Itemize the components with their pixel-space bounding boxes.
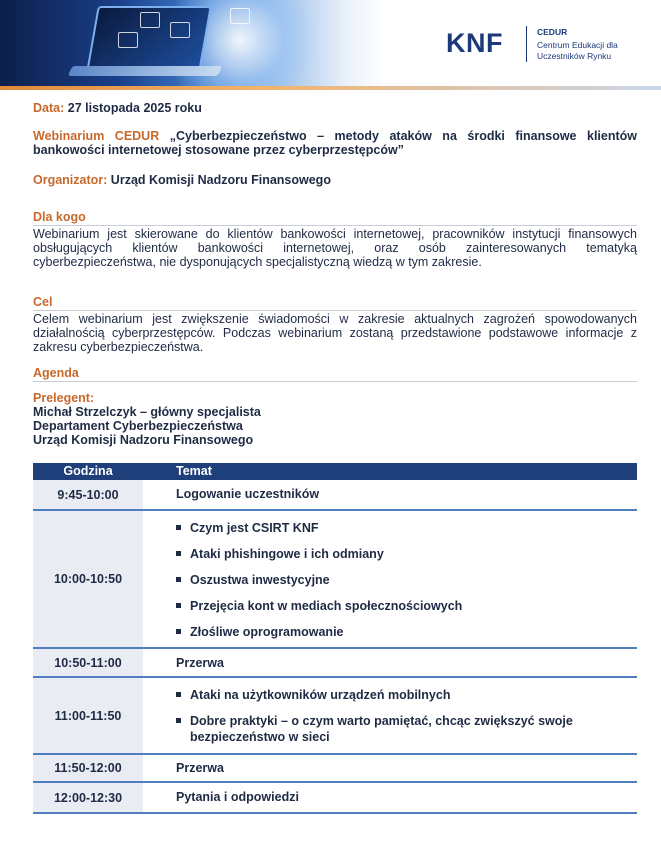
banner-stripe (0, 86, 661, 90)
column-header-time: Godzina (63, 464, 113, 478)
list-item: Oszustwa inwestycyjne (176, 572, 631, 588)
list-item: Dobre praktyki – o czym warto pamiętać, chcąc zwiększyć swoje bezpieczeństwo w sieci (176, 713, 631, 745)
graduation-cap-icon (170, 22, 190, 38)
for-whom-heading: Dla kogo (33, 210, 86, 224)
list-item: Czym jest CSIRT KNF (176, 520, 631, 536)
webinar-prefix: Webinarium CEDUR (33, 129, 160, 143)
cedur-line-1: Centrum Edukacji dla (537, 40, 618, 50)
speaker-heading: Prelegent: (33, 391, 95, 405)
row-time: 9:45-10:00 (33, 480, 143, 509)
organizer-line (33, 173, 637, 187)
date-label: Data: (33, 101, 65, 115)
table-row (33, 480, 637, 511)
section-rule (33, 310, 637, 311)
column-header-topic: Temat (176, 464, 212, 478)
row-time: 11:50-12:00 (33, 755, 143, 781)
table-row (33, 755, 637, 783)
document-icon (230, 8, 250, 24)
organizer-label: Organizator: (33, 173, 108, 187)
speaker-organization: Urząd Komisji Nadzoru Finansowego (33, 433, 254, 447)
laptop-base-illustration (68, 66, 223, 76)
list-item: Przejęcia kont w mediach społecznościowych (176, 598, 631, 614)
goal-text: Celem webinarium jest zwiększenie świadomości w zakresie aktualnych zagrożeń spowodowanych działalnością cyberprzestępców. Podczas webinarium zostaną przedstawione podstawowe informacje z zakresu cyberbezpieczeństwa. (33, 312, 637, 354)
cedur-title: CEDUR (537, 27, 568, 37)
speaker-name: Michał Strzelczyk – główny specjalista (33, 405, 261, 419)
for-whom-text: Webinarium jest skierowane do klientów bankowości internetowej, pracowników instytucji finansowych obsługujących klientów bankowości internetowej, oraz osób zainteresowanych tematyką cyberbezpieczeństwa, nie dysponujących specjalistyczną wiedzą w tym zakresie. (33, 227, 637, 269)
list-item: Złośliwe oprogramowanie (176, 624, 631, 640)
table-row (33, 649, 637, 678)
organizer-value: Urząd Komisji Nadzoru Finansowego (110, 173, 331, 187)
date-value: 27 listopada 2025 roku (67, 101, 202, 115)
knf-logo: KNF (446, 28, 503, 58)
shield-icon (140, 12, 160, 28)
row-time: 11:00-11:50 (33, 678, 143, 753)
table-row (33, 783, 637, 814)
section-rule (33, 225, 637, 226)
logo-divider (526, 26, 527, 62)
row-topic: Pytania i odpowiedzi (176, 790, 299, 804)
list-item: Ataki phishingowe i ich odmiany (176, 546, 631, 562)
goal-heading: Cel (33, 295, 53, 309)
row-time: 10:50-11:00 (33, 649, 143, 676)
date-line (33, 101, 637, 115)
webinar-title-text: „Cyberbezpieczeństwo – metody ataków na środki finansowe klientów bankowości internetowej stosowane przez cyberprzestępców” (33, 129, 637, 157)
webinar-title (33, 129, 637, 157)
topic-list (176, 687, 631, 745)
speaker-department: Departament Cyberbezpieczeństwa (33, 419, 243, 433)
table-header (33, 463, 637, 480)
row-topic: Przerwa (176, 656, 224, 670)
section-rule (33, 381, 637, 382)
cedur-line-2: Uczestników Rynku (537, 51, 612, 61)
list-item: Ataki na użytkowników urządzeń mobilnych (176, 687, 631, 703)
table-row (33, 511, 637, 649)
row-topic: Przerwa (176, 761, 224, 775)
table-row (33, 678, 637, 755)
row-time: 10:00-10:50 (33, 511, 143, 647)
topic-list (176, 520, 631, 640)
lock-icon (118, 32, 138, 48)
agenda-heading: Agenda (33, 366, 79, 380)
row-topic: Logowanie uczestników (176, 487, 320, 501)
row-time: 12:00-12:30 (33, 783, 143, 812)
